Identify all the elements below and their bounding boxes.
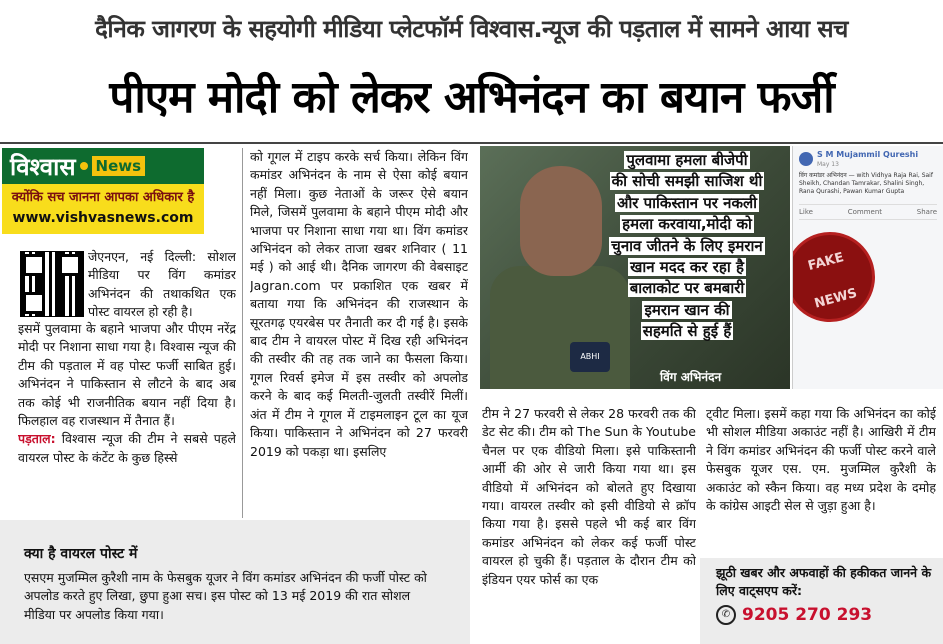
fb-user-name: S M Mujammil Qureshi [817, 150, 919, 159]
whatsapp-title: झूठी खबर और अफवाहों की हकीकत जानने के लिए वाट्सएप करें: [716, 565, 932, 598]
article-col1-text: इसमें पुलवामा के बहाने भाजपा और पीएम नरेंद्र मोदी पर निशाना साधा गया है। विश्वास न्यूज की टीम की पड़ताल में वह पोस्ट फर्जी साबित हुई। अभिनंदन ने पाकिस्तान से लौटने के बाद अब तक कोई भी राजनीतिक बयान नहीं दिया है। फिलहाल वह राजस्थान में तैनात हैं। [18, 321, 236, 429]
headline: पीएम मोदी को लेकर अभिनंदन का बयान फर्जी [109, 72, 834, 123]
article-lead: जेएनएन, नई दिल्ली: सोशल मीडिया पर विंग कमांडर अभिनंदन की तथाकथित एक पोस्ट वायरल हो रही है। [88, 249, 236, 320]
fb-post-text: विंग कमांडर अभिनंदन — with Vidhya Raja Rai, Saif Sheikh, Chandan Tamrakar, Shalini Singh, Rana Qurashi, Pawan Kumar Gupta [799, 172, 933, 195]
name-badge: ABHI [570, 342, 610, 372]
brand-news: News [92, 156, 146, 176]
brand-logo [2, 148, 204, 234]
quote-line: और पाकिस्तान पर नकली [616, 193, 758, 212]
article-col4: ट्वीट मिला। इसमें कहा गया कि अभिनंदन का कोई भी सोशल मीडिया अकाउंट नहीं है। आखिरी में टीम ने विंग कमांडर अभिनंदन की फर्जी पोस्ट करने वाले फेसबुक यूजर एस. एम. मुजम्मिल कुरैशी के अकाउंट को स्कैन किया। वह मध्य प्रदेश के दमोह के कांग्रेस आइटी सेल से जुड़ा हुआ है। [706, 406, 936, 514]
brand-tagline: क्योंकि सच जानना आपका अधिकार है [11, 190, 195, 205]
quote-line: सहमति से हुई हैं [642, 322, 732, 341]
quote-line: पुलवामा हमला बीजेपी [626, 151, 748, 169]
brand-name: विश्वास [10, 152, 76, 181]
quote-line: चुनाव जीतने के लिए इमरान [611, 236, 763, 255]
kicker: दैनिक जागरण के सहयोगी मीडिया प्लेटफॉर्म विश्वास.न्यूज की पड़ताल में सामने आया सच [95, 15, 848, 43]
phone-number: 9205 270 293 [742, 605, 873, 625]
like-button[interactable]: Like [799, 208, 813, 216]
qr-corner [23, 292, 45, 314]
article-col2: को गूगल में टाइप करके सर्च किया। लेकिन विंग कमांडर अभिनंदन के नाम से ऐसा कोई बयान नहीं मिला। कुछ नेताओं के जरूर ऐसे बयान मिले, जिसमें पुलवामा के बहाने पीएम मोदी और भाजपा पर निशाना साधा गया था। विंग कमांडर अभिनंदन को लेकर ताजा खबर शनिवार ( 11 मई ) को आई थी। दैनिक जागरण की वेबसाइट Jagran.com पर प्रकाशित एक खबर में बताया गया कि अभिनंदन की राजस्थान के सूरतगढ़ एयरबेस पर तैनाती कर दी गई है। इसके बाद टीम ने वायरल पोस्ट में दिख रही अभिनंदन की तस्वीर की तह तक जाने का फैसला किया। गूगल रिवर्स इमेज में इस तस्वीर को अपलोड करने के बाद कई मिलती-जुलती तस्वीरें मिलीं। अंत में टीम ने गूगल में टाइमलाइन टूल का यूज किया। पाकिस्तान ने अभिनंदन को 27 फरवरी 2019 को पकड़ा था। इसलिए [250, 149, 468, 459]
viral-post-title: क्या है वायरल पोस्ट में [24, 546, 138, 562]
quote-line: खान मदद कर रहा है [630, 258, 744, 277]
facebook-post-screenshot [792, 146, 943, 389]
article-col3: टीम ने 27 फरवरी से लेकर 28 फरवरी तक की डेट सेट की। टीम को The Sun के Youtube चैनल पर एक वीडियो मिला। इसे पाकिस्तानी आर्मी की ओर से जारी किया गया था। इस वीडियो में अभिनंदन को बोलते हुए दिखाया गया। वायरल तस्वीर को इसी वीडियो से क्रॉप किया गया है। इससे पहले भी कई बार विंग कमांडर अभिनंदन को लेकर कई फर्जी पोस्ट वायरल हो चुकी हैं। पड़ताल के दौरान टीम को इंडियन एयर फोर्स का एक [482, 406, 696, 587]
share-button[interactable]: Share [916, 208, 937, 216]
fb-post-date: May 13 [817, 161, 839, 168]
viral-post-text: एसएम मुजम्मिल कुरैशी नाम के फेसबुक यूजर ने विंग कमांडर अभिनंदन की फर्जी पोस्ट को अपलोड करते हुए लिखा, छुपा हुआ सच। इस पोस्ट को 13 मई 2019 की रात सोशल मीडिया पर अपलोड किया गया। [24, 570, 427, 622]
qr-code-icon[interactable] [20, 251, 84, 317]
viral-quote [592, 150, 782, 343]
divider [0, 142, 943, 144]
brand-bar [2, 148, 204, 184]
article-col1 [18, 320, 236, 516]
whatsapp-phone[interactable] [716, 605, 872, 625]
pilot-portrait [520, 166, 602, 276]
quote-line: इमरान खान की [644, 300, 730, 319]
quote-line: की सोची समझी साजिश थी [611, 172, 763, 191]
quote-line: बालाकोट पर बमबारी [629, 279, 745, 298]
quote-line: हमला करवाया,मोदी को [622, 215, 752, 234]
column-divider [242, 148, 243, 518]
article-col1-tail: विश्वास न्यूज की टीम ने सबसे पहले वायरल पोस्ट के कंटेंट के कुछ हिस्से [18, 431, 236, 465]
fake-news-stamp: FAKE NEWS [792, 222, 885, 332]
comment-button[interactable]: Comment [847, 208, 883, 216]
avatar [799, 152, 813, 166]
image-caption: विंग अभिनंदन [660, 370, 722, 384]
brand-dot-icon [80, 162, 88, 170]
whatsapp-icon: ✆ [716, 605, 736, 625]
brand-tagline-box [2, 184, 204, 234]
fb-action-bar [799, 204, 937, 220]
investigation-label: पड़ताल: [18, 431, 56, 447]
brand-url[interactable]: www.vishvasnews.com [12, 210, 194, 226]
